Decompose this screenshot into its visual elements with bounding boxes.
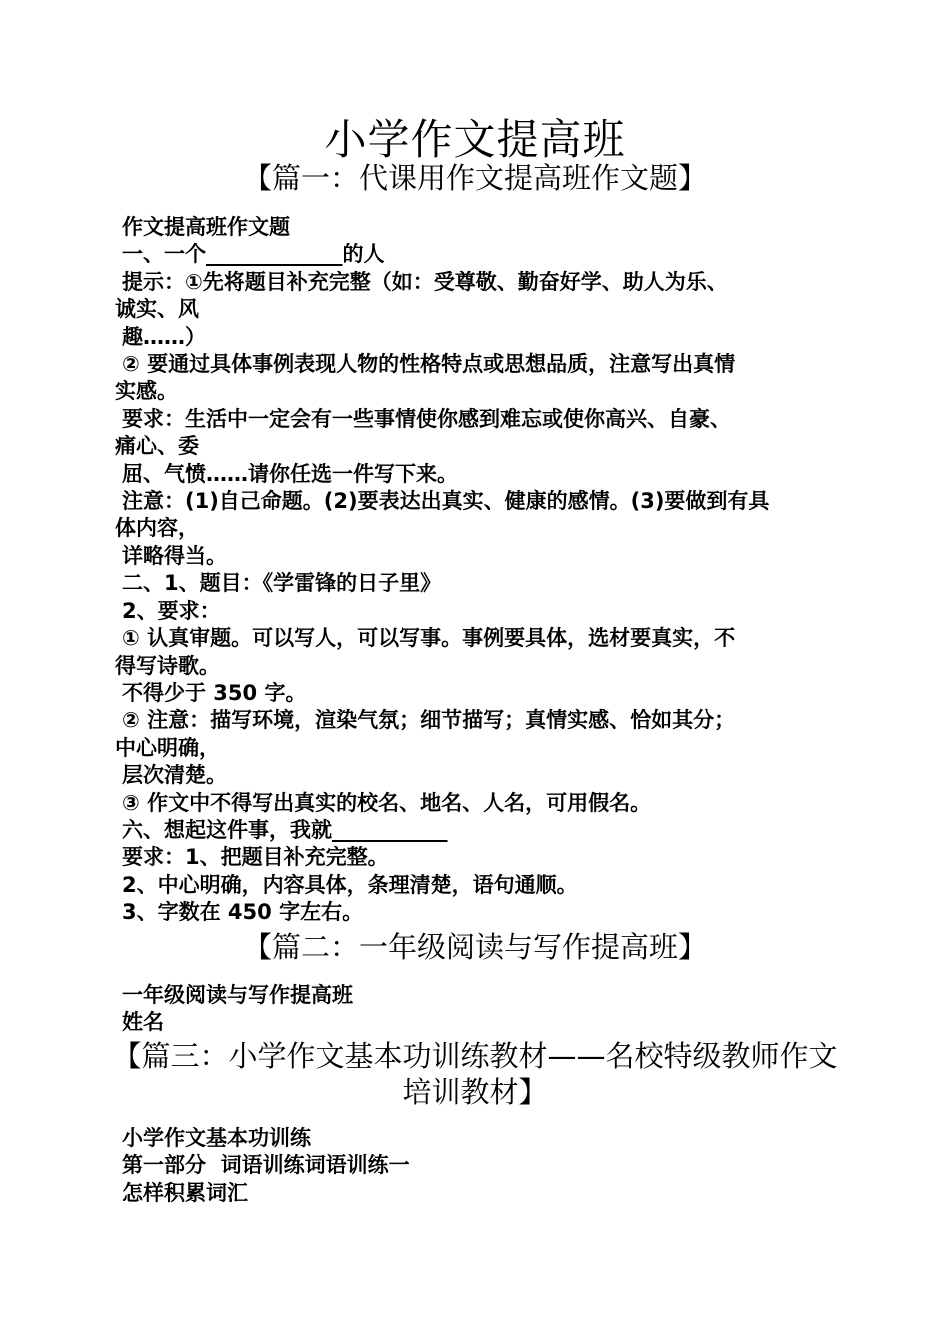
body-line: 屈、气愤……请你任选一件写下来。 (122, 461, 458, 486)
body-line: ③ 作文中不得写出真实的校名、地名、人名，可用假名。 (122, 790, 652, 815)
body-line: 详略得当。 (122, 543, 227, 568)
body-line: 一、一个_____________的人 (122, 242, 385, 267)
body-line: 中心明确， (115, 735, 220, 760)
section-body-3 (118, 1125, 838, 1207)
body-line: ② 注意：描写环境，渲染气氛；细节描写；真情实感、恰如其分； (122, 708, 736, 733)
section-heading-2: 【篇二：一年级阅读与写作提高班】 (242, 930, 707, 964)
section-body-2 (118, 982, 838, 1037)
body-line: 2、要求： (122, 598, 221, 623)
body-line: 六、想起这件事，我就___________ (122, 817, 448, 842)
body-line: 2、中心明确，内容具体，条理清楚，语句通顺。 (122, 872, 578, 897)
body-line: 要求：生活中一定会有一些事情使你感到难忘或使你高兴、自豪、 (122, 406, 731, 431)
body-line: 体内容， (115, 516, 199, 541)
body-line: 怎样积累词汇 (122, 1180, 248, 1205)
body-line: 要求：1、把题目补充完整。 (122, 845, 389, 870)
body-line: 痛心、委 (115, 434, 199, 459)
body-line: 注意：(1)自己命题。(2)要表达出真实、健康的感情。(3)要做到有具 (122, 489, 770, 514)
body-line: 一年级阅读与写作提高班 (122, 983, 353, 1007)
body-line: 二、1、题目：《学雷锋的日子里》 (122, 571, 442, 596)
body-line: ① 认真审题。可以写人，可以写事。事例要具体，选材要真实，不 (122, 626, 736, 651)
body-line: 实感。 (115, 379, 178, 404)
body-line: 得写诗歌。 (115, 653, 220, 678)
body-line: 层次清楚。 (122, 763, 227, 788)
body-line: 趣……） (122, 324, 206, 349)
section-heading-3: 【篇三：小学作文基本功训练教材——名校特级教师作文培训教材】 (112, 1039, 838, 1109)
body-line: 第一部分 词语训练词语训练一 (122, 1153, 410, 1178)
section-body-1 (115, 214, 838, 927)
section-heading-1: 【篇一：代课用作文提高班作文题】 (242, 161, 707, 195)
body-line: 作文提高班作文题 (122, 215, 290, 239)
document-title: 小学作文提高班 (324, 115, 626, 164)
body-line: 姓名 (122, 1010, 164, 1035)
body-line: 小学作文基本功训练 (122, 1126, 311, 1150)
body-line: 提示：①先将题目补充完整（如：受尊敬、勤奋好学、助人为乐、 (122, 269, 728, 294)
body-line: 不得少于 350 字。 (122, 680, 307, 705)
body-line: 诚实、风 (115, 297, 199, 322)
body-line: ② 要通过具体事例表现人物的性格特点或思想品质，注意写出真情 (122, 352, 736, 377)
body-line: 3、字数在 450 字左右。 (122, 900, 364, 925)
